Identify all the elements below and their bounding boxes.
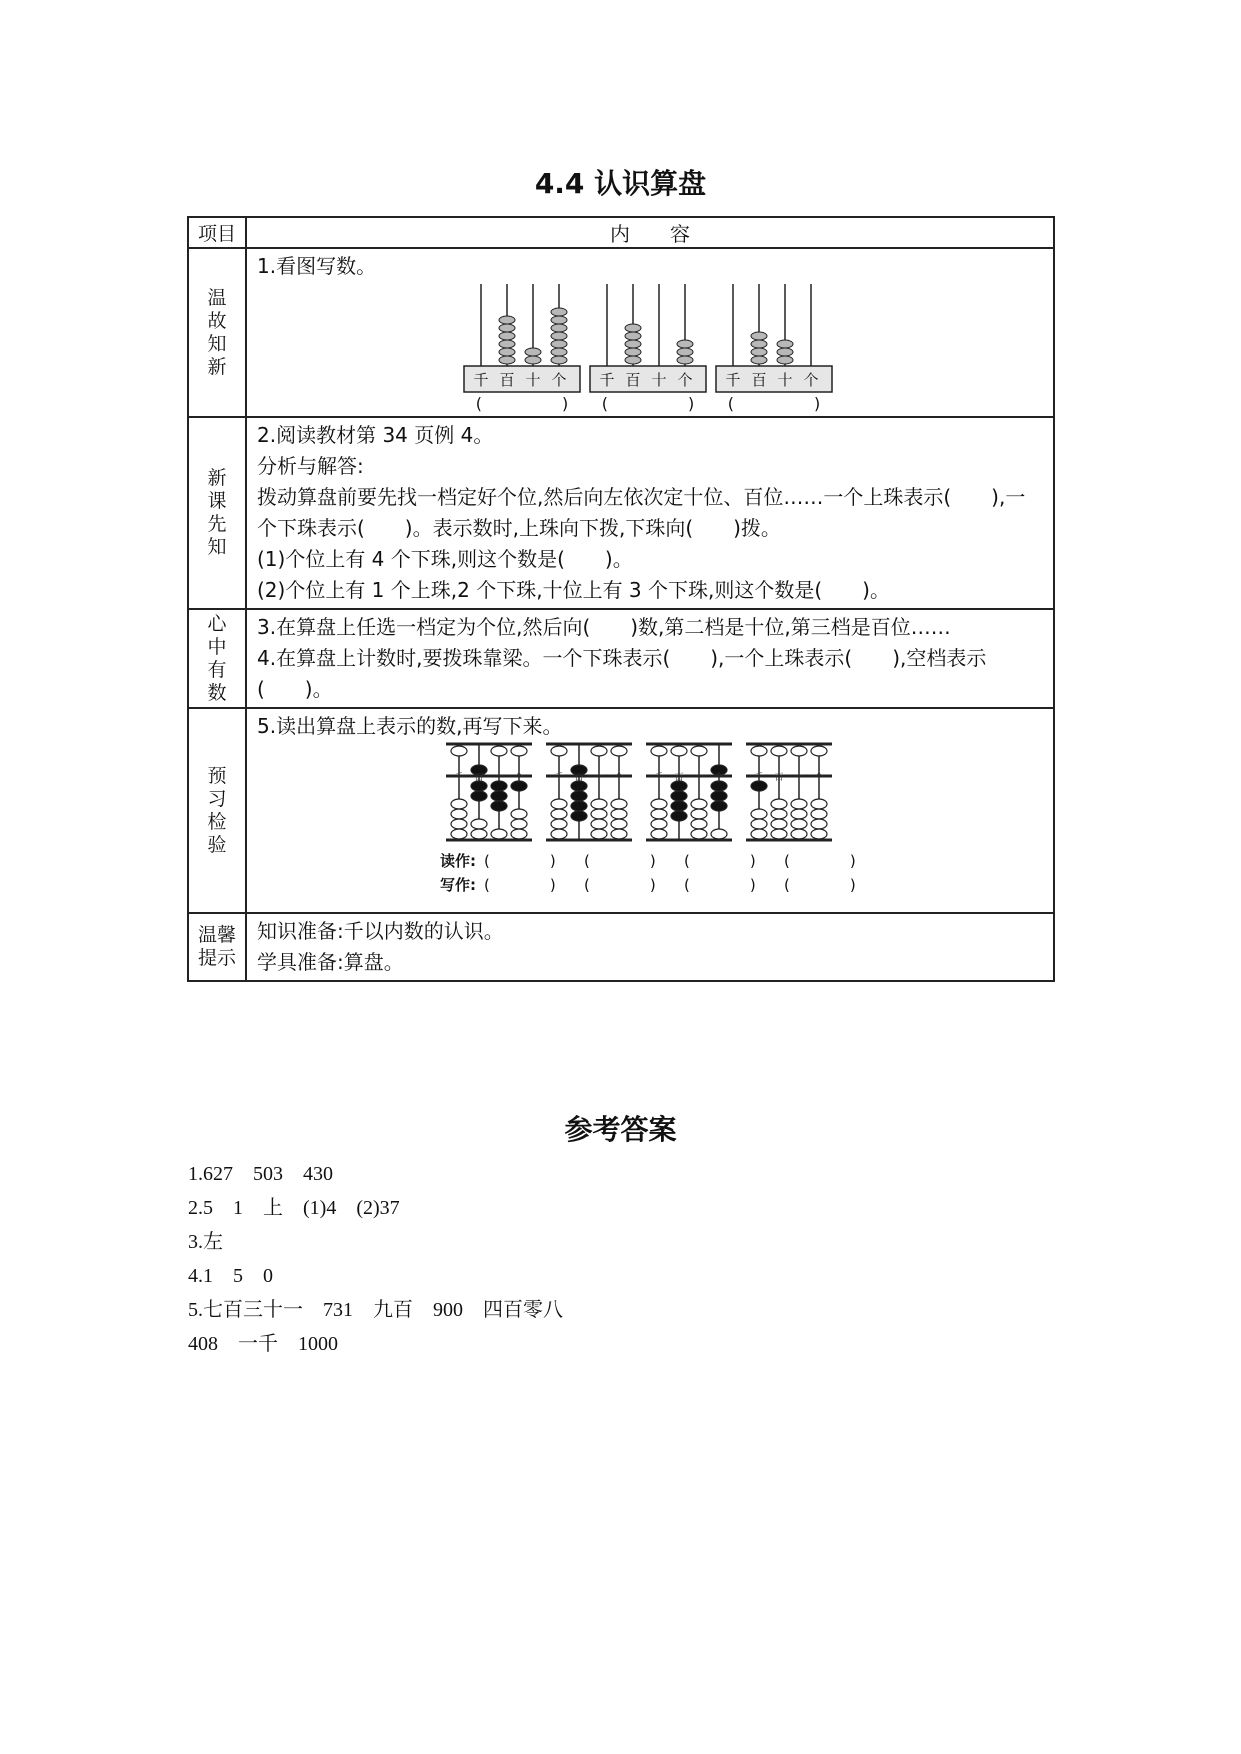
lower-bead <box>511 809 527 819</box>
lower-bead <box>691 829 707 839</box>
tip-tools: 学具准备:算盘。 <box>257 950 404 974</box>
section-preview <box>188 417 1054 609</box>
abacus-model <box>464 284 580 413</box>
abacus-bead <box>751 340 767 348</box>
lower-bead <box>811 829 827 839</box>
lower-bead <box>651 829 667 839</box>
section-mind <box>188 609 1054 708</box>
place-label: 千 <box>725 371 741 389</box>
abacus-bead <box>551 332 567 340</box>
lower-bead <box>471 791 487 801</box>
abacus-bead <box>525 356 541 364</box>
place-label: 百 <box>499 371 515 389</box>
abacus-bead <box>551 348 567 356</box>
answer-line: 3.左 <box>188 1231 223 1253</box>
abacus-figure-1 <box>460 282 840 414</box>
lower-bead <box>651 799 667 809</box>
place-label: 千 <box>454 773 464 783</box>
lower-bead <box>691 809 707 819</box>
section-label: 预习检验 <box>207 764 227 856</box>
lower-bead <box>611 819 627 829</box>
lower-bead <box>611 809 627 819</box>
abacus <box>746 744 832 840</box>
abacus-bead <box>551 356 567 364</box>
abacus-bead <box>751 356 767 364</box>
lower-bead <box>451 809 467 819</box>
abacus-bead <box>625 356 641 364</box>
abacus-bead <box>751 332 767 340</box>
analysis-text: 拨动算盘前要先找一档定好个位,然后向左依次定十位、百位……一个上珠表示( ),一个下珠表示( )。表示数时,上珠向下拨,下珠向( )拨。 <box>257 485 1026 540</box>
header-content: 内 容 <box>246 217 1054 248</box>
abacus-bead <box>677 356 693 364</box>
tip-knowledge: 知识准备:千以内数的认识。 <box>257 919 504 943</box>
lower-bead <box>591 829 607 839</box>
lower-bead <box>571 791 587 801</box>
abacus-bead <box>499 324 515 332</box>
lower-bead <box>711 829 727 839</box>
lower-bead <box>591 799 607 809</box>
upper-bead <box>811 746 827 756</box>
place-label: 个 <box>677 371 693 389</box>
section-label: 温馨提示 <box>197 924 236 969</box>
abacus-bead <box>499 340 515 348</box>
abacus-bead <box>751 348 767 356</box>
place-label: 千 <box>754 773 764 783</box>
lower-bead <box>771 799 787 809</box>
write-blank: ( ) <box>584 876 656 894</box>
abacus-bead <box>625 340 641 348</box>
lower-bead <box>691 799 707 809</box>
lower-bead <box>551 829 567 839</box>
abacus-bead <box>499 348 515 356</box>
lower-bead <box>671 811 687 821</box>
lower-bead <box>511 819 527 829</box>
lower-bead <box>771 829 787 839</box>
lower-bead <box>451 799 467 809</box>
place-label: 十 <box>494 773 504 783</box>
lower-bead <box>811 819 827 829</box>
section-label: 温故知新 <box>207 286 227 378</box>
abacus-bead <box>525 348 541 356</box>
lower-bead <box>771 809 787 819</box>
section-label: 心中有数 <box>207 612 227 704</box>
lower-bead <box>711 791 727 801</box>
abacus-bead <box>551 308 567 316</box>
lower-bead <box>511 829 527 839</box>
question-5: 5.读出算盘上表示的数,再写下来。 <box>257 714 563 738</box>
place-label: 十 <box>525 371 541 389</box>
answer-line: 2.5 1 上 (1)4 (2)37 <box>188 1197 400 1219</box>
section-check <box>188 708 1054 913</box>
question-2-2: (2)个位上有 1 个上珠,2 个下珠,十位上有 3 个下珠,则这个数是( )。 <box>257 578 890 602</box>
abacus-bead <box>777 356 793 364</box>
read-blank: ( ) <box>484 852 556 870</box>
place-label: 百 <box>751 371 767 389</box>
place-label: 百 <box>774 773 784 783</box>
lower-bead <box>751 809 767 819</box>
lower-bead <box>591 809 607 819</box>
abacus-bead <box>551 316 567 324</box>
read-blank: ( ) <box>684 852 756 870</box>
answer-title: 参考答案 <box>564 1113 677 1146</box>
place-label: 个 <box>714 773 724 783</box>
lower-bead <box>471 829 487 839</box>
place-label: 个 <box>551 371 567 389</box>
upper-bead <box>611 746 627 756</box>
upper-bead <box>791 746 807 756</box>
upper-bead <box>651 746 667 756</box>
lower-bead <box>791 799 807 809</box>
place-label: 个 <box>514 773 524 783</box>
question-2-1: (1)个位上有 4 个下珠,则这个数是( )。 <box>257 547 633 571</box>
lower-bead <box>551 799 567 809</box>
lower-bead <box>611 799 627 809</box>
lower-bead <box>751 829 767 839</box>
abacus-bead <box>625 332 641 340</box>
page-title: 4.4 认识算盘 <box>534 167 707 200</box>
lower-bead <box>811 799 827 809</box>
place-label: 千 <box>473 371 489 389</box>
lower-bead <box>551 819 567 829</box>
lower-bead <box>571 811 587 821</box>
abacus-figure-2 <box>440 742 860 902</box>
abacus-bead <box>677 348 693 356</box>
lower-bead <box>451 829 467 839</box>
abacus-bead <box>777 340 793 348</box>
lower-bead <box>711 801 727 811</box>
table-header-row <box>188 217 1054 248</box>
answer-line: 408 一千 1000 <box>188 1333 338 1355</box>
upper-bead <box>551 746 567 756</box>
place-label: 个 <box>814 773 824 783</box>
lower-bead <box>491 801 507 811</box>
lower-bead <box>751 819 767 829</box>
place-label: 千 <box>599 371 615 389</box>
place-label: 十 <box>777 371 793 389</box>
read-label: 读作: <box>440 852 476 870</box>
worksheet-table <box>187 216 1055 982</box>
question-3: 3.在算盘上任选一档定为个位,然后向( )数,第二档是十位,第三档是百位…… <box>257 615 951 639</box>
place-label: 个 <box>803 371 819 389</box>
lower-bead <box>671 801 687 811</box>
question-4: 4.在算盘上计数时,要拨珠靠梁。一个下珠表示( ),一个上珠表示( ),空档表示( )。 <box>257 646 987 701</box>
abacus-model <box>716 284 832 413</box>
lower-bead <box>491 791 507 801</box>
write-blank: ( ) <box>684 876 756 894</box>
place-label: 百 <box>674 773 684 783</box>
place-label: 千 <box>554 773 564 783</box>
upper-bead <box>751 746 767 756</box>
answer-blank: ( ) <box>475 394 569 413</box>
lower-bead <box>491 829 507 839</box>
lower-bead <box>791 829 807 839</box>
place-label: 千 <box>654 773 664 783</box>
abacus-bead <box>677 340 693 348</box>
lower-bead <box>691 819 707 829</box>
place-label: 十 <box>594 773 604 783</box>
lower-bead <box>671 791 687 801</box>
question-2: 2.阅读教材第 34 页例 4。 <box>257 423 494 447</box>
upper-bead <box>491 746 507 756</box>
abacus-bead <box>551 340 567 348</box>
abacus-bead <box>625 324 641 332</box>
answer-blank: ( ) <box>727 394 821 413</box>
abacus-bead <box>625 348 641 356</box>
place-label: 十 <box>794 773 804 783</box>
abacus-bead <box>499 332 515 340</box>
answer-line: 5.七百三十一 731 九百 900 四百零八 <box>188 1299 563 1321</box>
upper-bead <box>691 746 707 756</box>
place-label: 个 <box>614 773 624 783</box>
lower-bead <box>771 819 787 829</box>
upper-bead <box>671 746 687 756</box>
header-item: 项目 <box>188 217 246 248</box>
lower-bead <box>591 819 607 829</box>
abacus <box>546 744 632 840</box>
place-label: 十 <box>694 773 704 783</box>
lower-bead <box>791 809 807 819</box>
lower-bead <box>451 819 467 829</box>
section-label: 新课先知 <box>207 467 227 558</box>
abacus-model <box>590 284 706 413</box>
read-blank: ( ) <box>784 852 856 870</box>
abacus <box>646 744 732 840</box>
section-review <box>188 248 1054 417</box>
write-blank: ( ) <box>784 876 856 894</box>
place-label: 百 <box>474 773 484 783</box>
read-blank: ( ) <box>584 852 656 870</box>
lower-bead <box>551 809 567 819</box>
lower-bead <box>651 819 667 829</box>
lower-bead <box>471 819 487 829</box>
write-label: 写作: <box>440 876 476 894</box>
answer-blank: ( ) <box>601 394 695 413</box>
abacus-bead <box>499 316 515 324</box>
lower-bead <box>791 819 807 829</box>
answer-line: 1.627 503 430 <box>188 1163 333 1185</box>
lower-bead <box>571 801 587 811</box>
lower-bead <box>611 829 627 839</box>
analysis-label: 分析与解答: <box>257 454 364 478</box>
upper-bead <box>591 746 607 756</box>
upper-bead <box>451 746 467 756</box>
abacus-bead <box>551 324 567 332</box>
abacus-bead <box>777 348 793 356</box>
place-label: 十 <box>651 371 667 389</box>
answer-line: 4.1 5 0 <box>188 1265 273 1287</box>
upper-bead <box>771 746 787 756</box>
abacus <box>446 744 532 840</box>
lower-bead <box>811 809 827 819</box>
lower-bead <box>651 809 667 819</box>
place-label: 百 <box>625 371 641 389</box>
section-tips <box>188 913 1054 981</box>
write-blank: ( ) <box>484 876 556 894</box>
question-1: 1.看图写数。 <box>257 254 377 278</box>
abacus-bead <box>499 356 515 364</box>
place-label: 百 <box>574 773 584 783</box>
upper-bead <box>511 746 527 756</box>
